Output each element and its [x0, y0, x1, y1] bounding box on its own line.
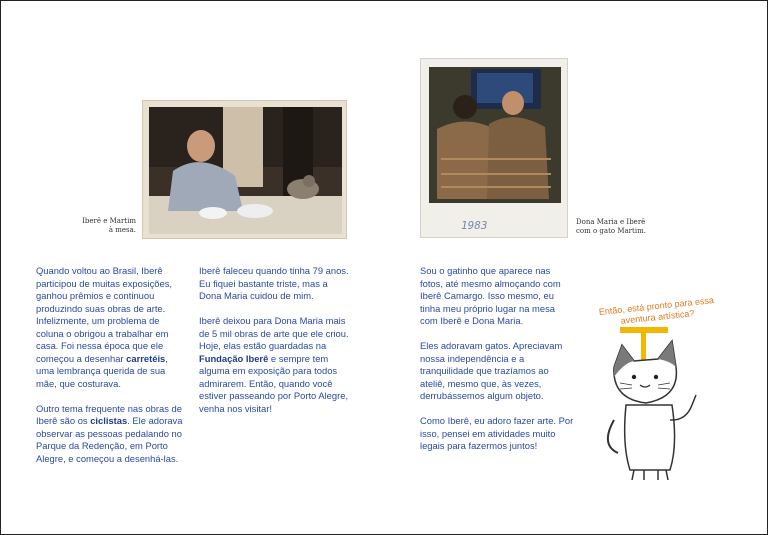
paragraph: Como Iberê, eu adoro fazer arte. Por isso, pensei em atividades muito legais para fazermos juntos!	[420, 415, 574, 451]
photo-caption-left: Iberê e Martim à mesa.	[82, 217, 136, 234]
paragraph: Quando voltou ao Brasil, Iberê participou de muitas exposições, ganhou prêmios e continuou produzindo suas obras de arte. Infelizmente, um problema de coluna o obrigou a trabalhar em casa. Foi nessa época que ele começou a desenhar carretéis, uma lembrança querida de sua mãe, que costurava.	[36, 265, 173, 389]
paragraph: Sou o gatinho que aparece nas fotos, até mesmo almoçando com Iberê Camargo. Isso mesmo, eu tinha meu próprio lugar na mesa com Iberê e Dona Maria.	[420, 265, 561, 326]
bold-term: Fundação Iberê	[199, 352, 269, 364]
paragraph: Outro tema frequente nas obras de Iberê são os ciclistas. Ele adorava observar as pessoas pedalando no Parque da Redenção, em Porto Alegre, e começou a desenhá-las.	[36, 402, 183, 464]
bold-term: carretéis	[126, 352, 166, 364]
photo-caption-right: Dona Maria e Iberê com o gato Martim.	[576, 218, 646, 235]
bold-term: ciclistas	[90, 415, 128, 426]
text-column-2	[199, 265, 351, 428]
paragraph: Eles adoravam gatos. Apreciavam nossa independência e a tranquilidade que trazíamos ao ateliê, mesmo que, às vezes, derrubássemos algum objeto.	[420, 340, 563, 401]
text-column-3	[420, 265, 575, 465]
cat-illustration	[600, 325, 710, 485]
photo-ibere-martim	[142, 100, 347, 239]
text-column-1	[36, 265, 186, 478]
paragraph: Iberê deixou para Dona Maria mais de 5 mil obras de arte que ele criou. Hoje, elas estão guardadas na Fundação Iberê e sempre tem alguma em exposição para todos admirarem. Então, quando você estiver passeando por Porto Alegre, venha nos visitar!	[199, 315, 349, 414]
paragraph: Iberê faleceu quando tinha 79 anos. Eu fiquei bastante triste, mas a Dona Maria cuidou de mim.	[199, 265, 349, 301]
handwritten-year: 1983	[461, 219, 488, 232]
photo-dona-maria-ibere	[420, 58, 568, 238]
cat-speech-text: Então, está pronto para essa aventura artística?	[598, 295, 715, 326]
